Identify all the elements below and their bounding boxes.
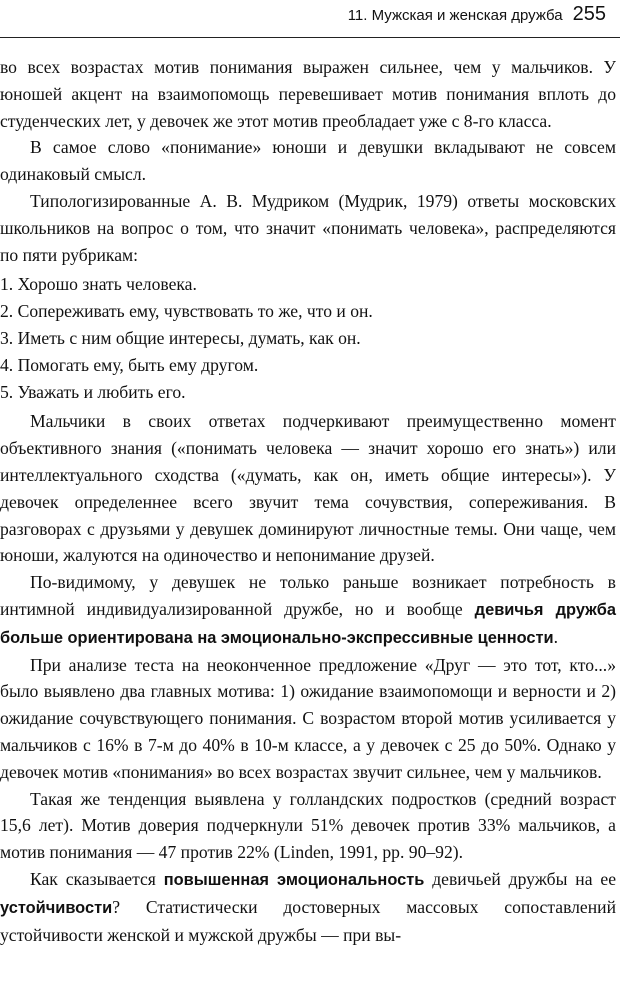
paragraph-1: во всех возрастах мотив понимания выражен сильнее, чем у мальчиков. У юношей акцент на взаимопомощь перевешивает мотив понимания вплоть до студенческих лет, у девочек же этот мотив преобладает уже с 8-го класса. bbox=[0, 57, 616, 131]
chapter-title: 11. Мужская и женская дружба bbox=[347, 7, 563, 24]
paragraph-4: Мальчики в своих ответах подчеркивают преимущественно момент объективного знания («понимать человека — значит хорошо его знать») или интеллектуального сходства («думать, как он, иметь общие интересы»). У девочек определеннее всего звучит тема сочувствия, сопереживания. В разговорах с друзьями у девушек доминируют личностные темы. Они чаще, чем юноши, жалуются на одиночество и непонимание друзей. bbox=[0, 411, 616, 566]
list-item: 4. Помогать ему, быть ему другом. bbox=[0, 354, 259, 375]
rubric-list bbox=[0, 271, 616, 405]
page-number: 255 bbox=[572, 3, 606, 25]
emphasis-text: повышенная эмоциональность bbox=[163, 870, 425, 889]
running-header bbox=[0, 0, 620, 30]
list-item: 5. Уважать и любить его. bbox=[0, 381, 186, 402]
text-span: ? Статистически достоверных массовых сопоставлений устойчивости женской и мужской дружбы — при вы- bbox=[0, 896, 616, 945]
paragraph-6: При анализе теста на неоконченное предложение «Друг — это тот, кто...» было выявлено два главных мотива: 1) ожидание взаимопомощи и верности и 2) ожидание сочувствующего понимания. С возрастом второй мотив усиливается у мальчиков с 16% в 7-м до 40% в 10-м классе, а у девочек с 25 до 50%. Однако у девочек мотив «понимания» во всех возрастах звучит сильнее, чем у мальчиков. bbox=[0, 654, 616, 782]
list-item: 1. Хорошо знать человека. bbox=[0, 274, 197, 295]
paragraph-2: В самое слово «понимание» юноши и девушки вкладывают не совсем одинаковый смысл. bbox=[0, 137, 616, 185]
text-span: . bbox=[553, 626, 559, 647]
text-span: По-видимому, у девушек не только раньше возникает потребность в интимной индивидуализированной дружбе, но и вообще bbox=[0, 572, 616, 619]
body-text bbox=[0, 54, 616, 948]
paragraph-8 bbox=[0, 866, 616, 948]
list-item: 3. Иметь с ним общие интересы, думать, как он. bbox=[0, 327, 361, 348]
paragraph-3: Типологизированные А. В. Мудриком (Мудрик, 1979) ответы московских школьников на вопрос о том, что значит «понимать человека», распределяются по пяти рубрикам: bbox=[0, 190, 616, 265]
emphasis-text: устойчивости bbox=[0, 898, 113, 917]
text-span: девичьей дружбы на ее bbox=[424, 868, 617, 889]
header-divider bbox=[0, 37, 620, 38]
paragraph-7: Такая же тенденция выявлена у голландских подростков (средний возраст 15,6 лет). Мотив доверия подчеркнули 51% девочек против 33% мальчиков, а мотив понимания — 47 против 22% (Linden, 1991, pp. 90–92). bbox=[0, 788, 616, 863]
text-span: Как сказывается bbox=[30, 868, 164, 889]
paragraph-5 bbox=[0, 569, 616, 651]
emphasis-text: девичья дружба больше ориентирована на эмоционально-экспрессивные ценности bbox=[0, 600, 617, 647]
list-item: 2. Сопереживать ему, чувствовать то же, что и он. bbox=[0, 301, 373, 322]
